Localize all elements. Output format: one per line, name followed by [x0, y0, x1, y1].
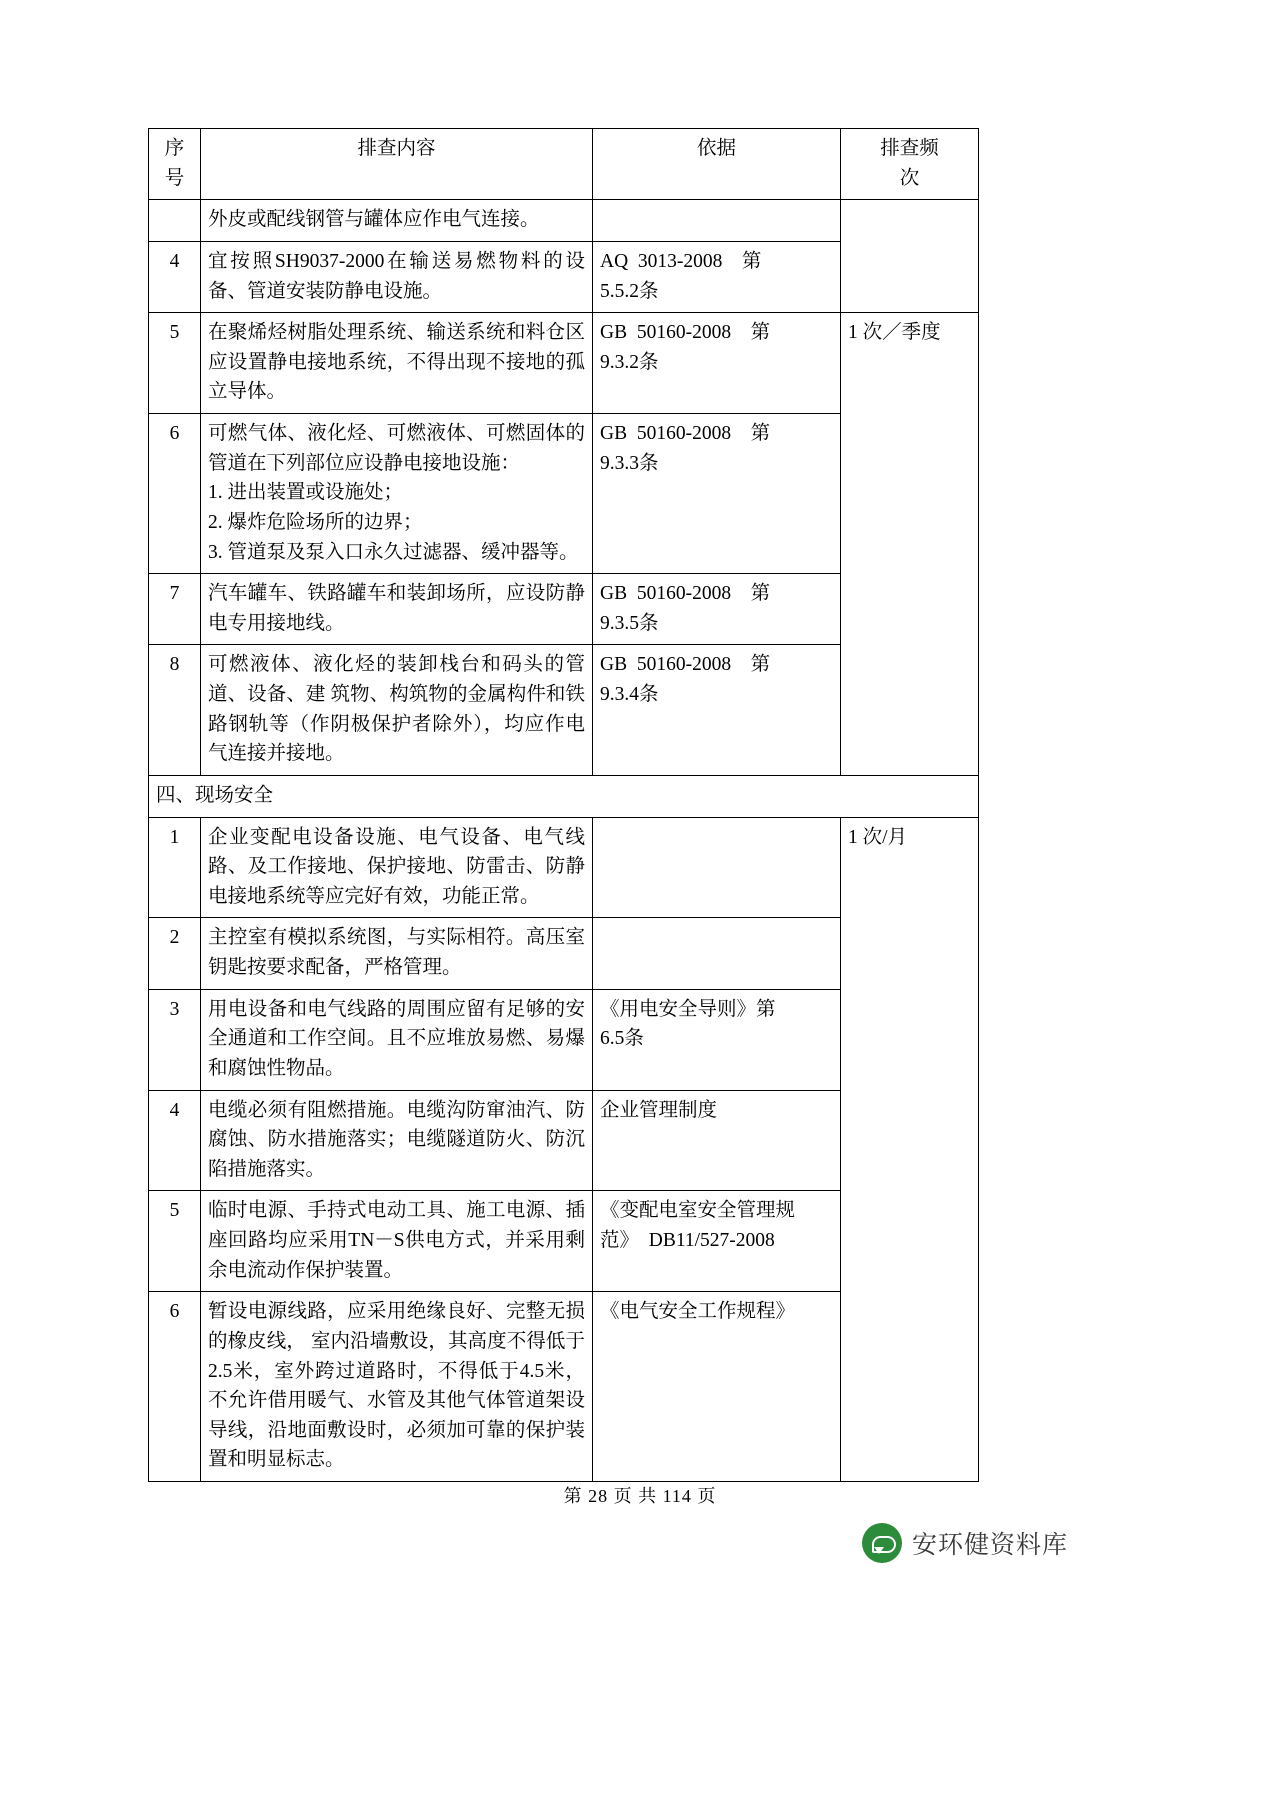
- wechat-logo-icon: [862, 1523, 902, 1563]
- row-basis: [593, 817, 841, 918]
- row-basis: [593, 200, 841, 242]
- row-content: 宜按照SH9037-2000在输送易燃物料的设备、管道安装防静电设施。: [201, 241, 593, 312]
- row-basis: 《用电安全导则》第 6.5条: [593, 989, 841, 1090]
- row-frequency: 1 次/月: [841, 817, 979, 1482]
- header-basis: 依据: [593, 129, 841, 200]
- row-basis: AQ 3013-2008 第 5.5.2条: [593, 241, 841, 312]
- row-index: 4: [149, 1090, 201, 1191]
- row-content: 汽车罐车、铁路罐车和装卸场所，应设防静电专用接地线。: [201, 574, 593, 645]
- row-index: 3: [149, 989, 201, 1090]
- row-index: 6: [149, 1292, 201, 1482]
- row-basis: GB 50160-2008 第 9.3.3条: [593, 414, 841, 574]
- row-index: 5: [149, 1191, 201, 1292]
- section-title-row: [149, 775, 979, 817]
- section-title: 四、现场安全: [149, 775, 979, 817]
- row-content: 电缆必须有阻燃措施。电缆沟防窜油汽、防腐蚀、防水措施落实；电缆隧道防火、防沉陷措施落实。: [201, 1090, 593, 1191]
- row-index: 6: [149, 414, 201, 574]
- row-basis: 企业管理制度: [593, 1090, 841, 1191]
- row-index: 4: [149, 241, 201, 312]
- watermark-label: 安环健资料库: [912, 1531, 1069, 1559]
- row-content: 外皮或配线钢管与罐体应作电气连接。: [201, 200, 593, 242]
- row-basis: [593, 918, 841, 989]
- row-index: 2: [149, 918, 201, 989]
- row-basis: GB 50160-2008 第 9.3.2条: [593, 313, 841, 414]
- page-footer: 第 28 页 共 114 页: [563, 1486, 717, 1506]
- table-row: [149, 200, 979, 242]
- row-content: 用电设备和电气线路的周围应留有足够的安全通道和工作空间。且不应堆放易燃、易爆和腐蚀性物品。: [201, 989, 593, 1090]
- table-row: [149, 817, 979, 918]
- row-basis: 《电气安全工作规程》: [593, 1292, 841, 1482]
- inspection-table: [148, 128, 979, 1482]
- row-index: 7: [149, 574, 201, 645]
- inspection-table-wrapper: [148, 128, 978, 1482]
- row-frequency: 1 次／季度: [841, 313, 979, 776]
- table-row: [149, 313, 979, 414]
- row-index: [149, 200, 201, 242]
- row-index: 8: [149, 645, 201, 776]
- header-frequency: 排查频 次: [841, 129, 979, 200]
- row-content: 企业变配电设备设施、电气设备、电气线路、及工作接地、保护接地、防雷击、防静电接地系统等应完好有效，功能正常。: [201, 817, 593, 918]
- row-index: 5: [149, 313, 201, 414]
- row-content: 在聚烯烃树脂处理系统、输送系统和料仓区应设置静电接地系统，不得出现不接地的孤立导体。: [201, 313, 593, 414]
- header-content: 排查内容: [201, 129, 593, 200]
- row-basis: GB 50160-2008 第 9.3.4条: [593, 645, 841, 776]
- row-content: 可燃液体、液化烃的装卸栈台和码头的管道、设备、建 筑物、构筑物的金属构件和铁路钢轨等（作阴极保护者除外），均应作电气连接并接地。: [201, 645, 593, 776]
- row-content: 临时电源、手持式电动工具、施工电源、插座回路均应采用TN－S供电方式，并采用剩余电流动作保护装置。: [201, 1191, 593, 1292]
- row-content: 可燃气体、液化烃、可燃液体、可燃固体的管道在下列部位应设静电接地设施： 1. 进出装置或设施处； 2. 爆炸危险场所的边界； 3. 管道泵及泵入口永久过滤器、缓冲器等。: [201, 414, 593, 574]
- table-header-row: [149, 129, 979, 200]
- row-basis: 《变配电室安全管理规 范》 DB11/527-2008: [593, 1191, 841, 1292]
- row-index: 1: [149, 817, 201, 918]
- row-content: 主控室有模拟系统图，与实际相符。高压室钥匙按要求配备，严格管理。: [201, 918, 593, 989]
- row-basis: GB 50160-2008 第 9.3.5条: [593, 574, 841, 645]
- row-frequency: [841, 200, 979, 313]
- row-content: 暂设电源线路，应采用绝缘良好、完整无损的橡皮线， 室内沿墙敷设，其高度不得低于2.5米，室外跨过道路时，不得低于4.5米，不允许借用暖气、水管及其他气体管道架设导线，沿地面敷设时，必须加可靠的保护装置和明显标志。: [201, 1292, 593, 1482]
- watermark: [862, 1516, 1162, 1570]
- header-index: 序 号: [149, 129, 201, 200]
